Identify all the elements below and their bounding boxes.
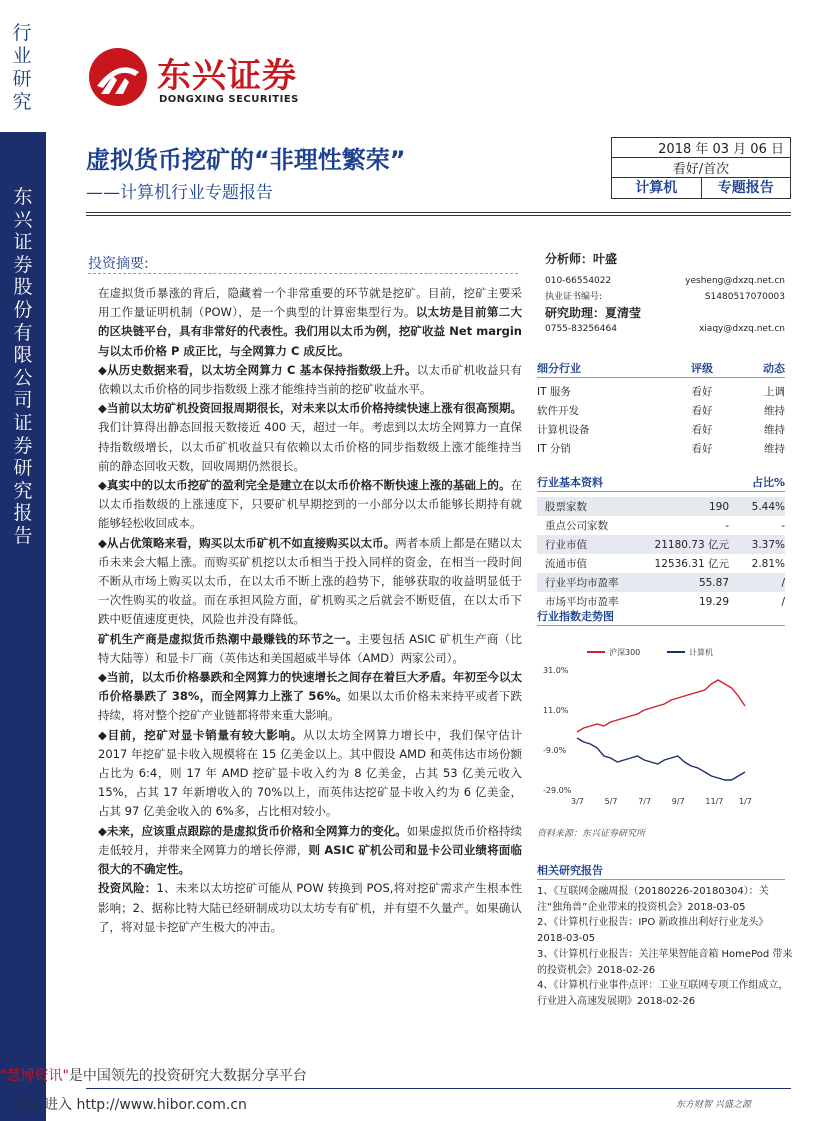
assistant-contact: 0755-83256464 xiaqy@dxzq.net.cn <box>545 324 785 334</box>
y-tick-label: 31.0% <box>543 666 569 675</box>
table-row: 流通市值 12536.31 亿元 2.81% <box>545 557 785 570</box>
assistant-name-line: 研究助理：夏清莹 <box>545 306 642 320</box>
abstract-body <box>98 284 522 937</box>
abstract-paragraph-2: 矿机生产商是虚拟货币热潮中最赚钱的环节之一。主要包括 ASIC 矿机生产商（比特大陆等）和显卡厂商（英伟达和美国超威半导体（AMD）两家公司）。 <box>98 631 522 665</box>
table-row: IT 分销 看好 维持 <box>537 443 785 455</box>
table-row: IT 服务 看好 上调 <box>537 386 785 398</box>
series-line <box>577 738 745 780</box>
report-tags <box>612 178 790 198</box>
abstract-divider <box>88 273 518 274</box>
table-row: 股票家数 190 5.44% <box>537 497 785 516</box>
x-tick-label: 11/7 <box>705 797 724 806</box>
watermark-line: "慧博资讯"是中国领先的投资研究大数据分享平台 <box>0 1068 307 1084</box>
chart-heading: 行业指数走势图 <box>537 606 785 626</box>
list-item[interactable]: 4、《计算机行业事件点评：工业互联网专项工作组成立，行业进入高速发展期》2018-02-26 <box>537 980 789 1007</box>
sidebar-bar <box>0 132 46 1121</box>
bullet-2: ◆当前以太坊矿机投资回报周期很长，对未来以太币价格持续快速上涨有很高预期。我们计算得出静态回报天数接近 400 天，超过一年。考虑到以太坊全网算力一直保持指数级增长，以太币矿机收益只有依赖以太币价格的同步指数级上涨才能维持当前的静态回收天数，回收周期仍然很长。 <box>98 401 522 473</box>
list-item[interactable]: 2、《计算机行业报告：IPO 新政推出利好行业龙头》2018-03-05 <box>537 917 769 945</box>
table-row: 软件开发 看好 维持 <box>537 405 785 417</box>
series-line <box>577 680 745 732</box>
list-item[interactable]: 1、《互联网金融周报（20180226-20180304）：关注“独角兽”企业带来的投资机会》2018-03-05 <box>537 886 769 913</box>
x-tick-label: 1/7 <box>739 797 752 806</box>
header-rule <box>86 212 791 213</box>
x-tick-label: 3/7 <box>571 797 584 806</box>
header-rule-2 <box>86 215 791 216</box>
analyst-cert: 执业证书编号: S1480517070003 <box>545 292 785 302</box>
x-tick-label: 7/7 <box>638 797 652 806</box>
legend-label: 沪深300 <box>609 648 641 657</box>
x-tick-label: 5/7 <box>604 797 618 806</box>
analyst-contact: 010-66554022 yesheng@dxzq.net.cn <box>545 276 785 286</box>
abstract-paragraph: 在虚拟货币暴涨的背后，隐藏着一个非常重要的环节就是挖矿。目前，挖矿主要采用工作量证明机制（POW），是一个典型的计算密集型行为。以太坊是目前第二大的区块链平台，具有非常好的代表性。我们用以太币为例，挖矿收益 Net margin 与以太币价格 P 成正比，与全网算力 C 成反比。 <box>98 286 523 358</box>
sidebar-category: 行业研究 <box>12 22 32 113</box>
y-tick-label: -9.0% <box>543 746 567 755</box>
table-row: 市场平均市盈率 19.29 / <box>545 595 785 608</box>
chart-source: 资料来源：东兴证券研究所 <box>537 829 646 839</box>
report-title: 虚拟货币挖矿的“非理性繁荣” <box>86 146 406 174</box>
table-row: 重点公司家数 - - <box>545 519 785 532</box>
analyst-name-line: 分析师：叶盛 <box>545 252 618 266</box>
bullet-5: ◆当前，以太币价格暴跌和全网算力的快速增长之间存在着巨大矛盾。年初至今以太币价格暴跌了 38%，而全网算力上涨了 56%。如果以太币价格未来持平或者下跌持续，将对整个挖矿产业链都将带来重大影响。 <box>98 670 522 723</box>
industry-basic-header: 行业基本资料 占比% <box>537 472 785 492</box>
sub-industry-table <box>537 382 785 458</box>
x-tick-label: 9/7 <box>671 797 685 806</box>
related-heading: 相关研究报告 <box>537 860 785 880</box>
date-rating-box <box>611 137 791 199</box>
analyst-block <box>545 250 785 337</box>
bullet-1: ◆从历史数据来看，以太坊全网算力 C 基本保持指数级上升。以太币矿机收益只有依赖以太币价格的同步指数级上涨才能维持当前的挖矿收益水平。 <box>98 362 522 397</box>
watermark-link[interactable]: 点击进入 http://www.hibor.com.cn <box>16 1097 247 1113</box>
sidebar-top <box>0 0 46 132</box>
related-list <box>537 884 793 1010</box>
table-row: 行业市值 21180.73 亿元 3.37% <box>537 535 785 554</box>
report-type-tag: 专题报告 <box>717 180 774 196</box>
industry-tag: 计算机 <box>612 178 702 198</box>
bullet-4: ◆从占优策略来看，购买以太币矿机不如直接购买以太币。两者本质上都是在赌以太币未来会大幅上涨。而购买矿机挖以太币相当于投入同样的资金，在相当一段时间不断从市场上购买以太币，在以太币不断上涨的趋势下，能够获取的收益明显低于一次性购买的收益。而在承担风险方面，矿机购买之后就会不断贬值，在以太币下跌中贬值速度更快，风险也并没有降低。 <box>98 535 523 627</box>
logo-mark-icon <box>87 46 149 108</box>
y-tick-label: 11.0% <box>543 706 569 715</box>
table-row: 计算机设备 看好 维持 <box>537 424 785 436</box>
bullet-6: ◆目前，挖矿对显卡销量有较大影响。从以太坊全网算力增长中，我们保守估计 2017 年挖矿显卡收入规模将在 15 亿美金以上。其中假设 AMD 和英伟达市场份额占比为 6:4，则 17 年 AMD 挖矿显卡收入约为 8 亿美金，占其 53 亿美元收入 15%，占其 17 年新增收入的 70%以上，而英伟达挖矿显卡收入约为 6 亿美金，占其 97 亿美金收入的 6%多，占比相对较小。 <box>98 727 522 819</box>
sub-industry-header: 细分行业 评级 动态 <box>537 358 785 378</box>
investment-risk: 投资风险：1、未来以太坊挖矿可能从 POW 转换到 POS,将对挖矿需求产生根本性影响；2、据称比特大陆已经研制成功以太坊专有矿机，并有望不久量产。如果确认了，将对显卡挖矿产生极大的冲击。 <box>98 881 522 934</box>
index-trend-chart <box>537 640 785 820</box>
footer-slogan: 东方财智 兴盛之源 <box>676 1100 751 1110</box>
sidebar-company: 东兴证券股份有限公司证券研究报告 <box>13 186 33 547</box>
logo-name-en: DONGXING SECURITIES <box>159 94 299 105</box>
legend-label: 计算机 <box>689 648 713 657</box>
bullet-3: ◆真实中的以太币挖矿的盈利完全是建立在以太币价格不断快速上涨的基础上的。在以太币指数级的上涨速度下，只要矿机早期挖到的一小部分以太币能够长期持有就能够轻松收回成本。 <box>98 478 522 531</box>
table-row: 行业平均市盈率 55.87 / <box>537 573 785 592</box>
list-item[interactable]: 3、《计算机行业报告：关注苹果智能音箱 HomePod 带来的投资机会》2018-02-26 <box>537 948 793 976</box>
company-logo <box>87 44 307 114</box>
bullet-7: ◆未来，应该重点跟踪的是虚拟货币价格和全网算力的变化。如果虚拟货币价格持续走低较月，并带来全网算力的增长停滞，则 ASIC 矿机公司和显卡公司业绩将面临很大的不确定性。 <box>98 823 523 877</box>
rating: 看好/首次 <box>612 158 790 178</box>
footer-rule <box>86 1088 791 1089</box>
y-tick-label: -29.0% <box>543 786 572 795</box>
report-date: 2018 年 03 月 06 日 <box>612 138 790 158</box>
industry-basic-table <box>537 497 785 611</box>
logo-name-cn: 东兴证券 <box>157 56 297 96</box>
report-subtitle: ——计算机行业专题报告 <box>86 183 273 203</box>
abstract-heading: 投资摘要: <box>88 256 149 272</box>
